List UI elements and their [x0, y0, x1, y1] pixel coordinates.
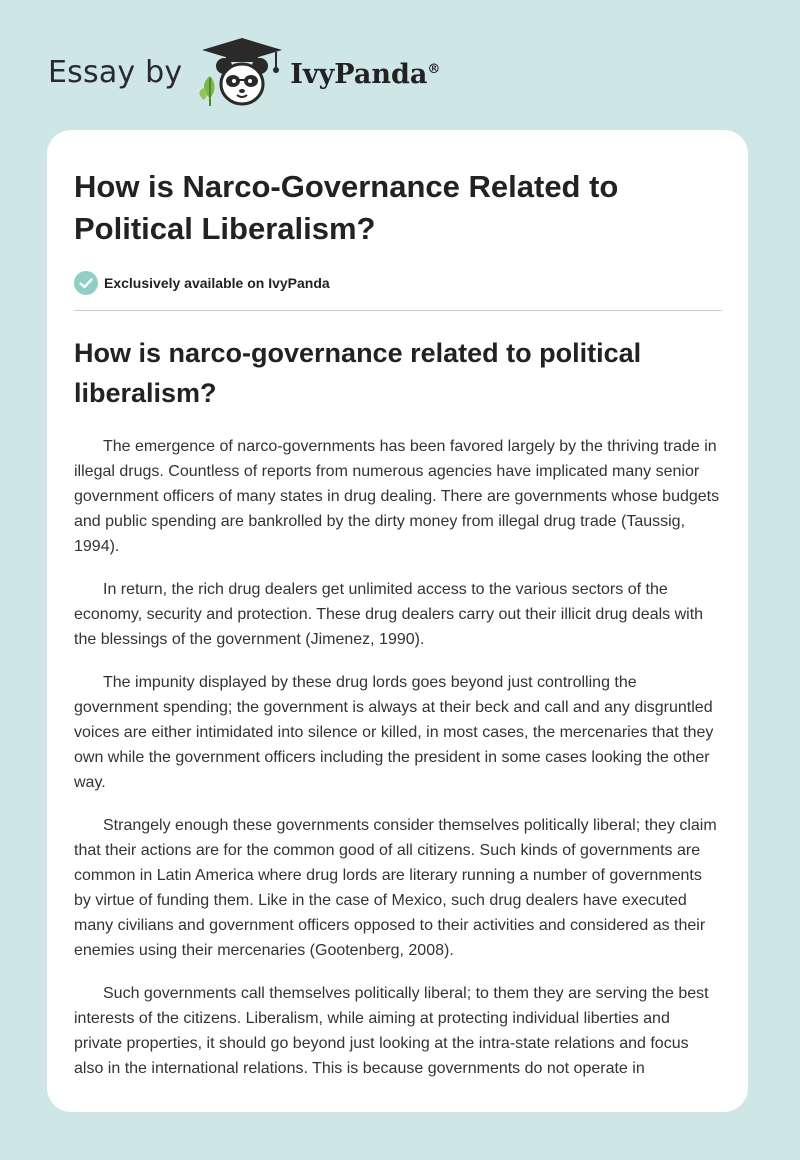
- leaf-icon: [200, 76, 215, 106]
- paragraph: The impunity displayed by these drug lords goes beyond just controlling the government spending; the government is always at their beck and call and any disgruntled voices are either intimidated into silence or killed, in most cases, the mercenaries that they own while the government officers including the president in some cases looking the other way.: [74, 674, 714, 791]
- brand-name[interactable]: [290, 59, 440, 90]
- page-title: How is Narco-Governance Related to Political Liberalism?: [74, 169, 619, 246]
- essay-by-label: Essay by: [48, 54, 183, 90]
- divider: [74, 310, 722, 311]
- brand-name-text: IvyPanda: [290, 58, 428, 90]
- paragraph: Strangely enough these governments consider themselves politically liberal; they claim that their actions are for the common good of all citizens. Such kinds of governments are common in Latin America where drug lords are literary running a number of governments by virtue of funding them. Like in the case of Mexico, such drug dealers have executed many civilians and government officers opposed to their activities and considered as their enemies using their mercenaries (Gootenberg, 2008).: [74, 817, 717, 959]
- site-header: [48, 36, 440, 108]
- section-heading: How is narco-governance related to political liberalism?: [74, 338, 642, 408]
- essay-body: [74, 434, 722, 1081]
- registered-mark: ®: [427, 61, 441, 77]
- check-circle-icon: [74, 271, 98, 295]
- paragraph: In return, the rich drug dealers get unlimited access to the various sectors of the economy, security and protection. These drug dealers carry out their illicit drug deals with the blessings of the government (Jimenez, 1990).: [74, 581, 704, 648]
- paragraph: The emergence of narco-governments has been favored largely by the thriving trade in illegal drugs. Countless of reports from numerous agencies have implicated many senior government officers of many states in drug dealing. There are governments whose budgets and public spending are bankrolled by the dirty money from illegal drug trade (Taussig, 1994).: [74, 438, 720, 555]
- paragraph: Such governments call themselves politically liberal; to them they are serving the best interests of the citizens. Liberalism, while aiming at protecting individual liberties and private properties, it should go beyond just looking at the intra-state relations and focus also in the international relations. This is because governments do not operate in: [74, 985, 709, 1077]
- essay-card: [47, 130, 748, 1112]
- exclusive-badge: [74, 271, 722, 295]
- badge-text: Exclusively available on IvyPanda: [104, 275, 330, 291]
- panda-graduate-icon[interactable]: [196, 36, 288, 108]
